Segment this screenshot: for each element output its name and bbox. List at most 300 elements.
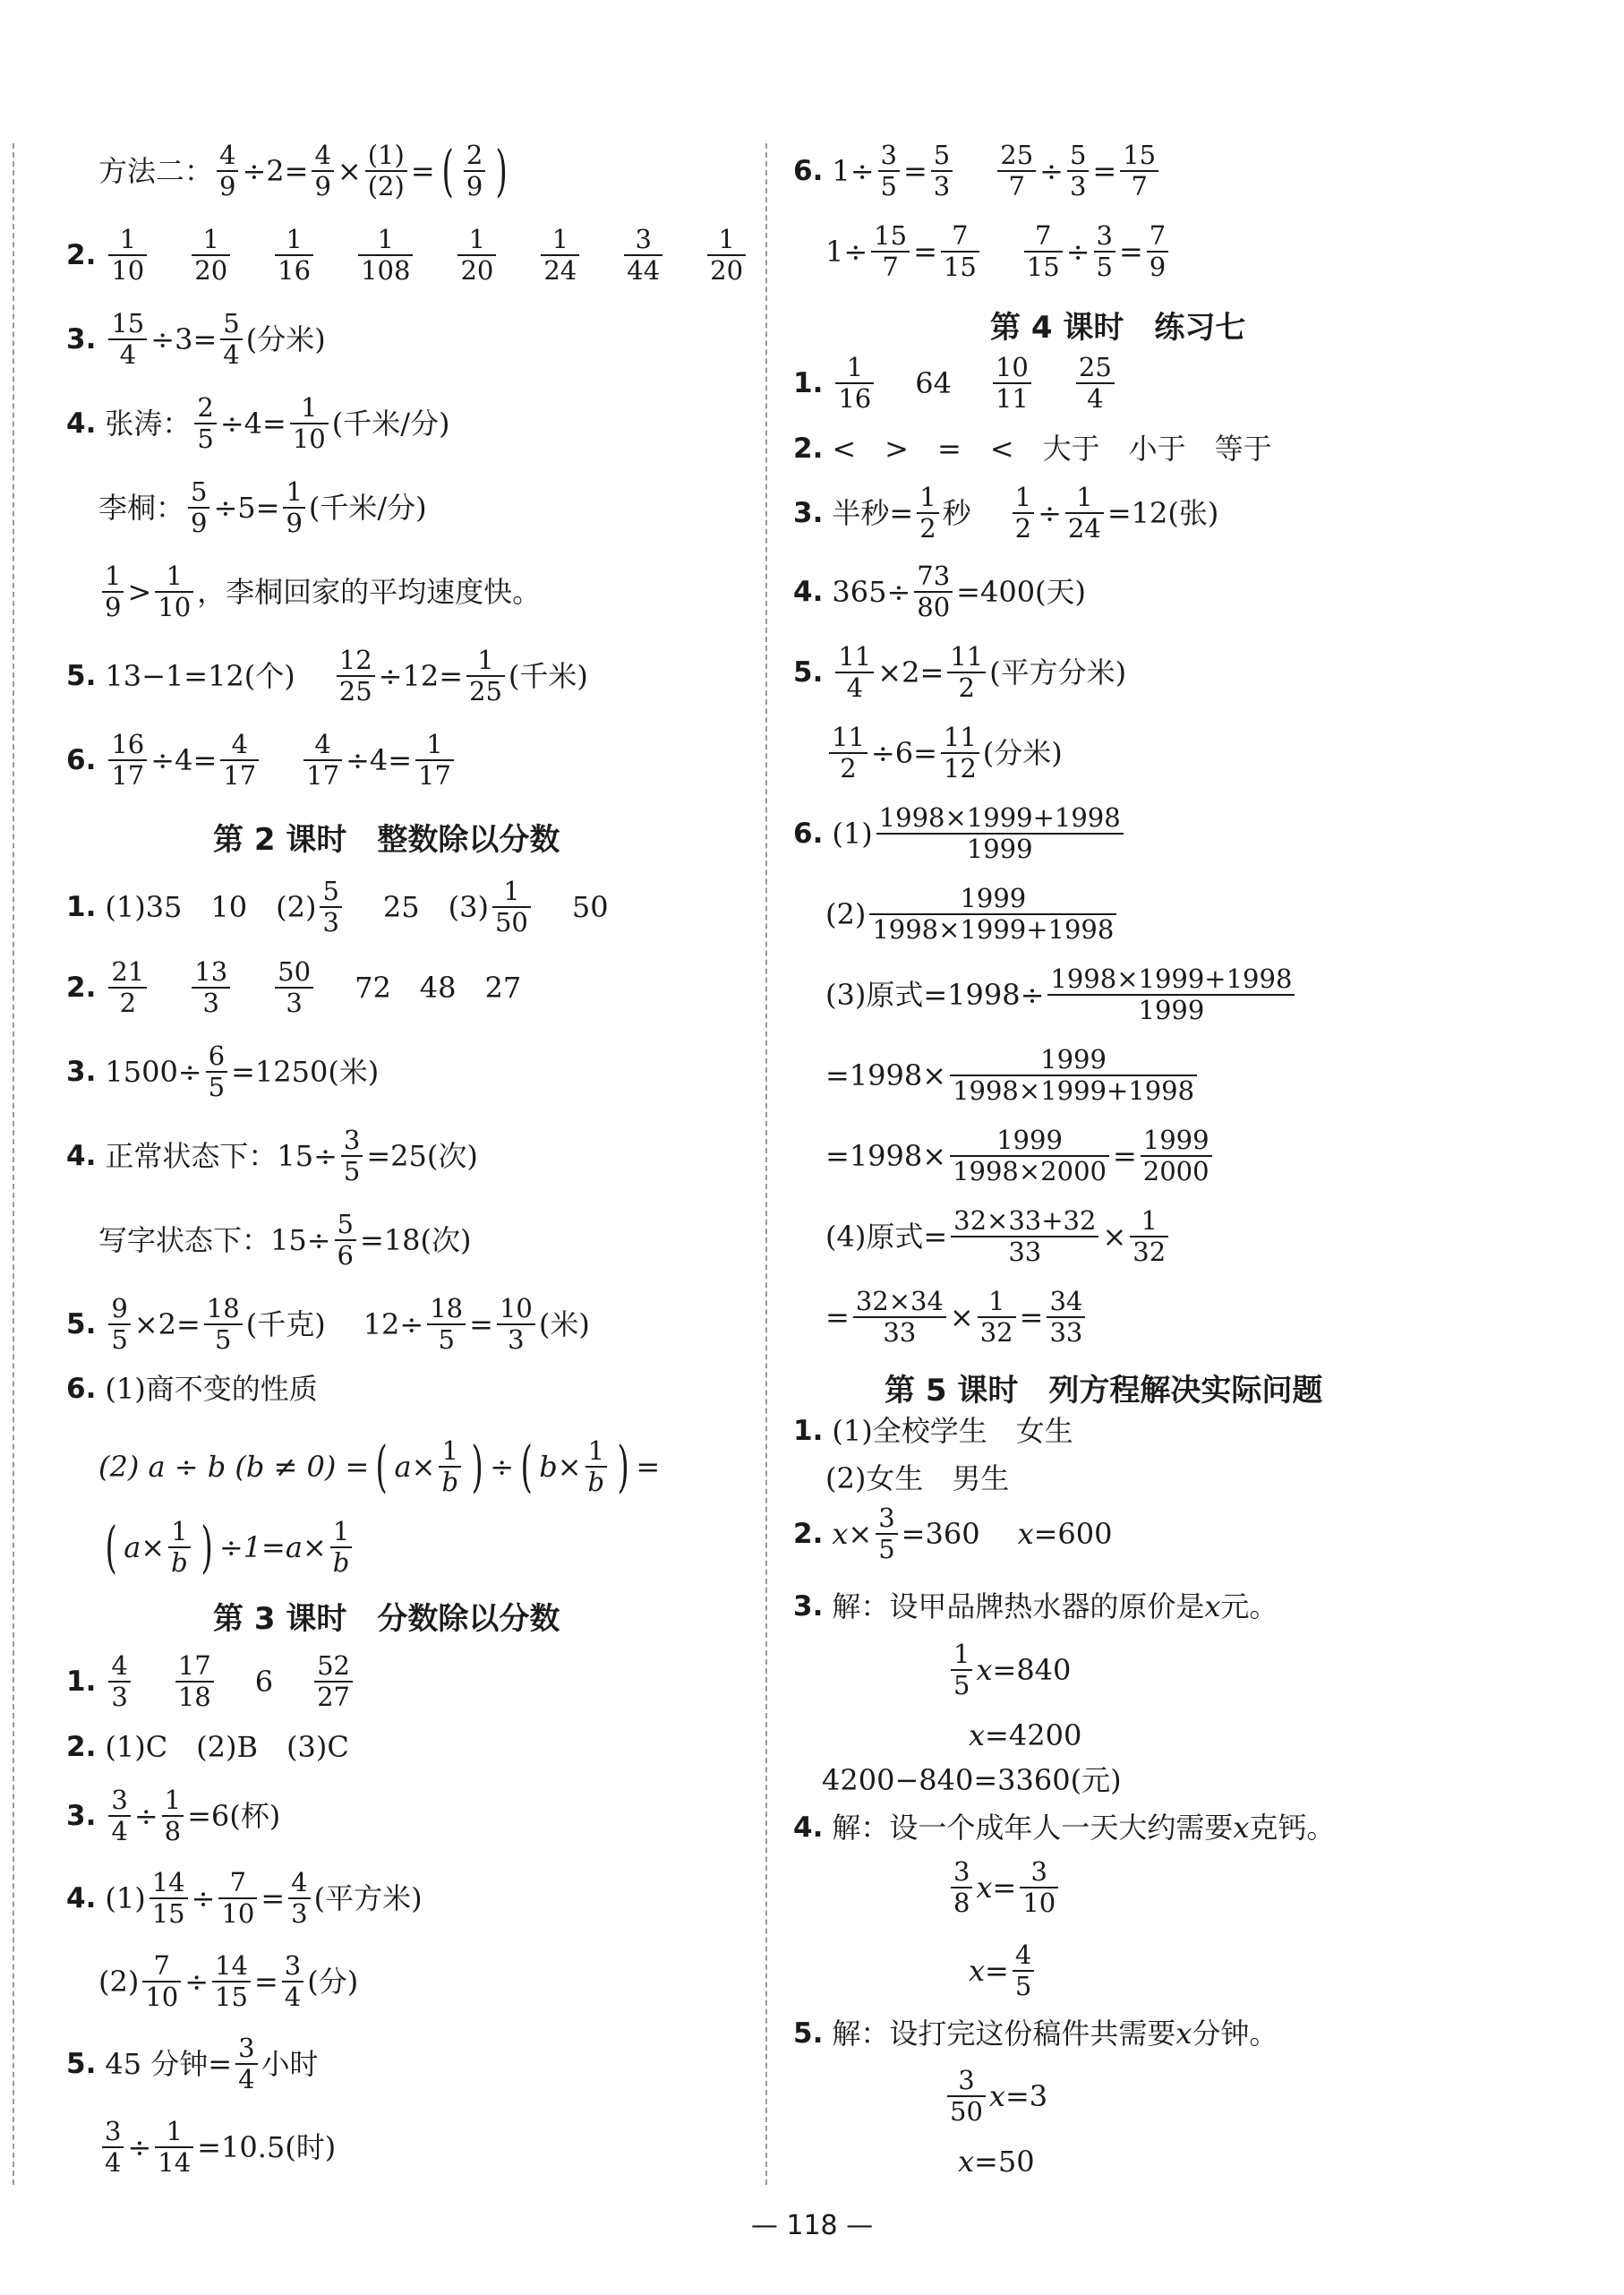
denominator: 8	[953, 1888, 970, 1919]
numerator: 15	[874, 220, 908, 251]
fraction	[142, 1952, 181, 2012]
numerator: 1	[846, 352, 864, 382]
math-text: (3)原式=1998÷	[825, 978, 1045, 1013]
math-text: ÷	[1065, 235, 1090, 270]
numerator: 14	[151, 1867, 185, 1897]
denominator: 2	[119, 988, 137, 1019]
numerator: 4	[219, 140, 236, 170]
denominator: 17	[111, 760, 145, 792]
math-text: x	[988, 2079, 1005, 2114]
numerator: 1999	[960, 883, 1027, 913]
math-text: (2)	[825, 897, 867, 932]
lesson4-question-6-part1	[793, 804, 1127, 864]
fraction	[1020, 1858, 1058, 1918]
lesson3-question-5-part1	[66, 2034, 319, 2094]
denominator: 20	[460, 255, 494, 287]
math-text: ÷12=	[378, 659, 464, 694]
lesson2-question-6-part1	[66, 1372, 318, 1406]
denominator: 4	[105, 2147, 122, 2179]
denominator: 2	[840, 753, 857, 784]
fraction	[853, 1288, 946, 1348]
lesson3-question-3	[66, 1786, 280, 1846]
fraction	[439, 1437, 461, 1497]
page-number: — 118 —	[750, 2210, 874, 2241]
lesson3-question-4-part1	[66, 1869, 423, 1929]
math-text: x	[958, 2145, 975, 2179]
numerator: 1	[919, 482, 936, 512]
math-text: =	[1092, 154, 1117, 189]
numerator: 5	[1069, 140, 1087, 170]
fraction	[492, 878, 531, 938]
numerator: 1	[551, 224, 569, 254]
denominator: 2	[919, 513, 936, 544]
fraction	[288, 1869, 310, 1929]
denominator: 9	[314, 171, 331, 202]
fraction	[941, 724, 979, 784]
large-parenthesis: )	[617, 1434, 629, 1500]
math-text: 小时	[261, 2047, 319, 2082]
math-text: (1)商不变的性质	[105, 1372, 318, 1406]
math-text: ÷4=	[219, 407, 286, 441]
math-text: 25 (3)	[382, 890, 489, 925]
denominator: 7	[1131, 171, 1148, 202]
lesson2-question-1	[66, 878, 609, 938]
numerator: 4	[111, 1650, 128, 1681]
numerator: 18	[206, 1293, 240, 1323]
numerator: 1	[426, 729, 443, 759]
math-text: (分)	[307, 1965, 359, 2000]
question-4-conclusion	[98, 562, 541, 622]
numerator: 16	[111, 729, 145, 759]
numerator: 73	[917, 561, 951, 591]
math-text: ÷6=	[870, 736, 937, 771]
denominator: 17	[306, 760, 340, 792]
math-text: ×	[141, 1530, 166, 1565]
question-number: 3.	[66, 1799, 97, 1832]
denominator: 3	[291, 1898, 308, 1930]
fraction	[312, 141, 333, 201]
fraction	[204, 1295, 243, 1355]
denominator: 50	[950, 2096, 983, 2128]
math-text: ÷	[127, 2130, 152, 2165]
question-number: 5.	[793, 655, 824, 689]
numerator: 12	[338, 645, 372, 675]
numerator: 1	[286, 224, 303, 254]
denominator: 17	[223, 760, 257, 792]
math-text: (分米)	[245, 322, 326, 357]
numerator: 11	[950, 641, 984, 672]
fraction	[102, 562, 124, 622]
math-text: =	[410, 154, 435, 189]
question-5	[66, 647, 588, 706]
denominator: 25	[469, 676, 502, 707]
math-text: x	[832, 1517, 849, 1552]
math-text: (1)35 10 (2)	[105, 890, 317, 925]
denominator: 4	[223, 339, 240, 371]
fraction	[330, 1518, 353, 1578]
math-text: x	[976, 1871, 993, 1905]
fraction	[871, 222, 910, 282]
lesson4-question-6-part4	[825, 1207, 1172, 1267]
math-text: ×	[848, 1517, 873, 1552]
numerator: 1	[286, 476, 303, 507]
denominator: 5	[438, 1324, 455, 1356]
denominator: 5	[208, 1072, 226, 1103]
math-text: 6	[254, 1665, 274, 1700]
fraction	[108, 310, 147, 370]
fraction	[1094, 222, 1115, 282]
numerator: 3	[958, 2065, 975, 2095]
denominator: 11	[995, 383, 1029, 415]
denominator: 108	[361, 255, 411, 287]
fraction	[206, 1042, 227, 1102]
math-text: =	[253, 1965, 278, 2000]
denominator: 3	[1069, 171, 1087, 202]
math-text: < > = < 大于 小于 等于	[832, 432, 1272, 466]
denominator: 15	[1026, 252, 1060, 283]
math-text: =6(杯)	[187, 1799, 281, 1834]
denominator: 33	[883, 1317, 917, 1349]
math-text: x	[1233, 1811, 1250, 1845]
numerator: 2	[466, 140, 483, 170]
question-number: 2.	[66, 971, 97, 1004]
math-text: ×	[411, 1450, 436, 1485]
fraction	[876, 1504, 897, 1564]
fraction	[155, 2118, 193, 2178]
fraction	[457, 226, 496, 286]
question-number: 6.	[66, 743, 97, 776]
math-text: ÷1=a×	[218, 1530, 327, 1565]
math-text: (1)C (2)B (3)C	[105, 1730, 349, 1764]
numerator: 1999	[996, 1125, 1063, 1155]
question-number: 6.	[793, 817, 824, 850]
large-parenthesis: )	[495, 138, 509, 204]
math-text: =	[261, 1881, 286, 1916]
math-text: =840	[992, 1653, 1072, 1688]
denominator: 10	[292, 424, 326, 455]
fraction	[951, 1640, 972, 1700]
denominator: 3	[111, 1682, 128, 1713]
math-text: ÷4=	[150, 743, 218, 778]
math-text: 秒	[942, 496, 971, 531]
question-number: 5.	[66, 1307, 97, 1340]
numerator: 5	[337, 1209, 354, 1239]
fraction	[188, 478, 209, 538]
fraction	[192, 226, 230, 286]
fraction	[835, 354, 874, 414]
denominator: 80	[917, 592, 951, 623]
fraction	[365, 141, 407, 201]
question-number: 6.	[793, 154, 824, 187]
numerator: 17	[177, 1650, 211, 1681]
lesson5-question-3-setup	[793, 1589, 1278, 1623]
large-parenthesis: )	[471, 1434, 483, 1500]
math-text: 64	[915, 366, 952, 401]
math-text: ÷2=	[242, 154, 309, 189]
right-column	[768, 0, 1624, 2185]
math-text: (分米)	[982, 736, 1063, 771]
lesson4-question-6-step	[825, 1126, 1216, 1186]
denominator: 9	[105, 592, 122, 623]
fraction	[108, 1652, 130, 1712]
fraction	[283, 478, 304, 538]
fraction	[997, 141, 1036, 201]
question-4-zhangtao	[66, 394, 449, 454]
denominator: 3	[933, 171, 951, 202]
denominator: 9	[286, 508, 303, 539]
fraction	[220, 731, 259, 791]
lesson2-question-6-part2	[98, 1434, 661, 1500]
math-text: ÷3=	[150, 322, 218, 357]
denominator: 20	[194, 255, 228, 287]
denominator: 10	[158, 592, 192, 623]
math-text: x	[969, 1954, 986, 1989]
fraction	[320, 878, 341, 938]
math-text: (千米/分)	[331, 407, 450, 441]
question-number: 2.	[793, 1517, 824, 1550]
denominator: 5	[197, 424, 214, 455]
math-text: 12÷	[363, 1307, 424, 1342]
fraction	[497, 1295, 535, 1355]
numerator: 4	[1014, 1940, 1032, 1970]
question-number: 3.	[793, 496, 824, 529]
denominator: b	[171, 1547, 188, 1579]
fraction	[275, 226, 313, 286]
fraction	[282, 1952, 303, 2012]
denominator: b	[441, 1467, 459, 1498]
fraction	[585, 1437, 608, 1497]
fraction	[978, 1288, 1016, 1348]
fraction	[1076, 354, 1115, 414]
denominator: 4	[119, 339, 137, 371]
numerator: 5	[223, 308, 240, 338]
fraction	[878, 141, 900, 201]
numerator: 4	[231, 729, 248, 759]
lesson4-question-5-line1	[793, 643, 1126, 703]
lesson2-question-2	[66, 958, 521, 1018]
denominator: 2	[958, 672, 975, 704]
math-text: ÷4=	[346, 743, 413, 778]
numerator: 1	[301, 392, 318, 423]
math-text: 写字状态下：15÷	[98, 1223, 331, 1258]
math-text: ÷	[1038, 496, 1062, 531]
fraction	[917, 484, 938, 544]
question-number: 4.	[793, 1811, 824, 1844]
numerator: 1998×1999+1998	[1050, 963, 1293, 994]
denominator: (2)	[367, 171, 405, 202]
lesson2-question-5	[66, 1295, 590, 1355]
math-text: =10.5(时)	[197, 2130, 337, 2165]
section-heading-lesson-2: 第 2 课时 整数除以分数	[213, 822, 560, 858]
lesson4-question-6-part3	[825, 965, 1298, 1025]
question-number: 3.	[793, 1589, 824, 1623]
question-number: 4.	[66, 1881, 97, 1914]
fraction	[951, 1207, 1098, 1267]
fraction	[155, 562, 193, 622]
fraction	[290, 394, 329, 454]
question-number: 3.	[66, 1055, 97, 1088]
math-text: =	[1112, 1139, 1137, 1174]
method-two-line	[98, 138, 514, 204]
numerator: 2	[197, 392, 214, 423]
numerator: 3	[1030, 1856, 1047, 1887]
numerator: 7	[952, 220, 969, 251]
math-text: =	[902, 154, 927, 189]
question-number: 4.	[66, 1139, 97, 1172]
denominator: 5	[343, 1156, 361, 1187]
lesson3-question-5-part2	[98, 2118, 336, 2178]
question-number: 6.	[66, 1372, 97, 1405]
question-number: 2.	[793, 432, 824, 465]
fraction	[835, 643, 874, 703]
math-text: =18(次)	[360, 1223, 472, 1258]
numerator: 13	[194, 956, 228, 987]
math-text: ×	[557, 1450, 582, 1485]
denominator: 17	[418, 760, 451, 792]
numerator: 3	[284, 1950, 302, 1981]
numerator: 6	[208, 1040, 226, 1071]
math-text: =	[1019, 1300, 1044, 1335]
fraction	[466, 647, 505, 706]
fraction	[951, 1858, 972, 1918]
fraction	[464, 141, 485, 201]
numerator: 25	[1078, 352, 1112, 382]
math-text: (千克)	[245, 1307, 326, 1342]
numerator: 1	[441, 1435, 458, 1466]
math-text: b	[539, 1450, 558, 1485]
question-number: 2.	[66, 1730, 97, 1763]
math-text: x	[1017, 1517, 1034, 1552]
large-parenthesis: (	[375, 1434, 389, 1500]
denominator: 4	[238, 2064, 255, 2095]
math-text: =1998×	[825, 1139, 947, 1174]
math-text: (平方分米)	[989, 655, 1127, 690]
math-text: ×2=	[877, 655, 944, 690]
denominator: 10	[221, 1898, 255, 1930]
math-text: =	[985, 1954, 1009, 1989]
math-text: ÷	[191, 1881, 216, 1916]
question-number: 2.	[66, 238, 97, 271]
question-number: 1.	[66, 890, 97, 923]
denominator: 5	[111, 1324, 128, 1356]
denominator: 8	[164, 1816, 182, 1847]
lesson4-question-2	[793, 432, 1272, 466]
denominator: 1998×1999+1998	[953, 1075, 1195, 1107]
denominator: 3	[202, 988, 219, 1019]
fraction	[108, 958, 147, 1018]
math-text: x	[969, 1718, 986, 1752]
math-text: (2)	[98, 1965, 140, 2000]
large-parenthesis: (	[520, 1434, 533, 1500]
numerator: 1	[477, 645, 494, 675]
math-text: ×	[1102, 1220, 1127, 1255]
numerator: 1	[587, 1435, 605, 1466]
denominator: 9	[219, 171, 236, 202]
numerator: 4	[314, 729, 331, 759]
lesson5-question-3-solution	[969, 1718, 1082, 1752]
numerator: 1999	[1142, 1125, 1209, 1155]
math-text: x	[976, 1653, 993, 1688]
math-text: =	[992, 1871, 1017, 1905]
fraction	[337, 647, 375, 706]
fraction	[876, 804, 1124, 864]
lesson3-question-2	[66, 1730, 349, 1764]
column-divider	[765, 143, 767, 2185]
lesson4-question-5-line2	[825, 724, 1063, 784]
fraction	[335, 1211, 356, 1271]
numerator: 52	[317, 1650, 350, 1681]
denominator: 2000	[1142, 1156, 1209, 1187]
denominator: 5	[878, 1534, 895, 1565]
denominator: 18	[177, 1682, 211, 1713]
numerator: 50	[278, 956, 312, 987]
lesson4-question-1	[793, 354, 1118, 414]
fraction	[1024, 222, 1063, 282]
numerator: 5	[191, 476, 208, 507]
lesson5-question-2	[793, 1504, 1113, 1564]
lesson5-question-4-solution	[969, 1941, 1038, 2001]
numerator: 1	[1076, 482, 1093, 512]
numerator: 7	[1149, 220, 1167, 251]
denominator: 4	[284, 1982, 302, 2013]
denominator: 16	[278, 255, 312, 287]
numerator: 1	[987, 1286, 1005, 1316]
math-text: (1)	[832, 817, 873, 852]
math-text: x	[1204, 1589, 1221, 1623]
math-text: 4200−840=3360(元)	[822, 1763, 1122, 1797]
math-text: =12(张)	[1107, 496, 1219, 531]
fraction	[175, 1652, 214, 1712]
denominator: 10	[1022, 1888, 1056, 1919]
denominator: 4	[1087, 383, 1104, 415]
math-text: (2)女生 男生	[825, 1461, 1010, 1495]
numerator: 1	[202, 224, 219, 254]
math-text: =360	[901, 1517, 980, 1552]
math-text: ÷5=	[213, 491, 280, 526]
fraction	[931, 141, 953, 201]
large-parenthesis: (	[441, 138, 454, 204]
denominator: b	[587, 1467, 605, 1498]
math-text: ÷	[133, 1799, 158, 1834]
math-text: =	[1118, 235, 1143, 270]
math-text: a	[394, 1450, 412, 1485]
fraction	[950, 1046, 1197, 1106]
denominator: 27	[317, 1682, 350, 1713]
math-text: 1500÷	[105, 1055, 202, 1090]
question-number: 1.	[66, 1665, 97, 1698]
denominator: 1999	[966, 834, 1033, 865]
numerator: 10	[499, 1293, 533, 1323]
math-text: =	[825, 1300, 850, 1335]
numerator: 1	[1141, 1205, 1158, 1236]
math-text: ×2=	[133, 1307, 201, 1342]
denominator: 9	[191, 508, 208, 539]
denominator: 44	[627, 255, 661, 287]
math-text: =	[636, 1450, 661, 1485]
math-text: =25(次)	[366, 1139, 478, 1174]
numerator: 1	[953, 1639, 970, 1669]
lesson5-question-4-equation	[947, 1858, 1062, 1918]
lesson4-question-3	[793, 484, 1218, 544]
fraction	[624, 226, 662, 286]
large-parenthesis: )	[201, 1514, 213, 1580]
question-number: 5.	[66, 2047, 97, 2080]
denominator: 1998×1999+1998	[872, 914, 1115, 946]
numerator: 3	[1096, 220, 1113, 251]
math-text: 50	[571, 890, 609, 925]
question-number: 3.	[66, 322, 97, 355]
math-text: =1998×	[825, 1058, 947, 1093]
